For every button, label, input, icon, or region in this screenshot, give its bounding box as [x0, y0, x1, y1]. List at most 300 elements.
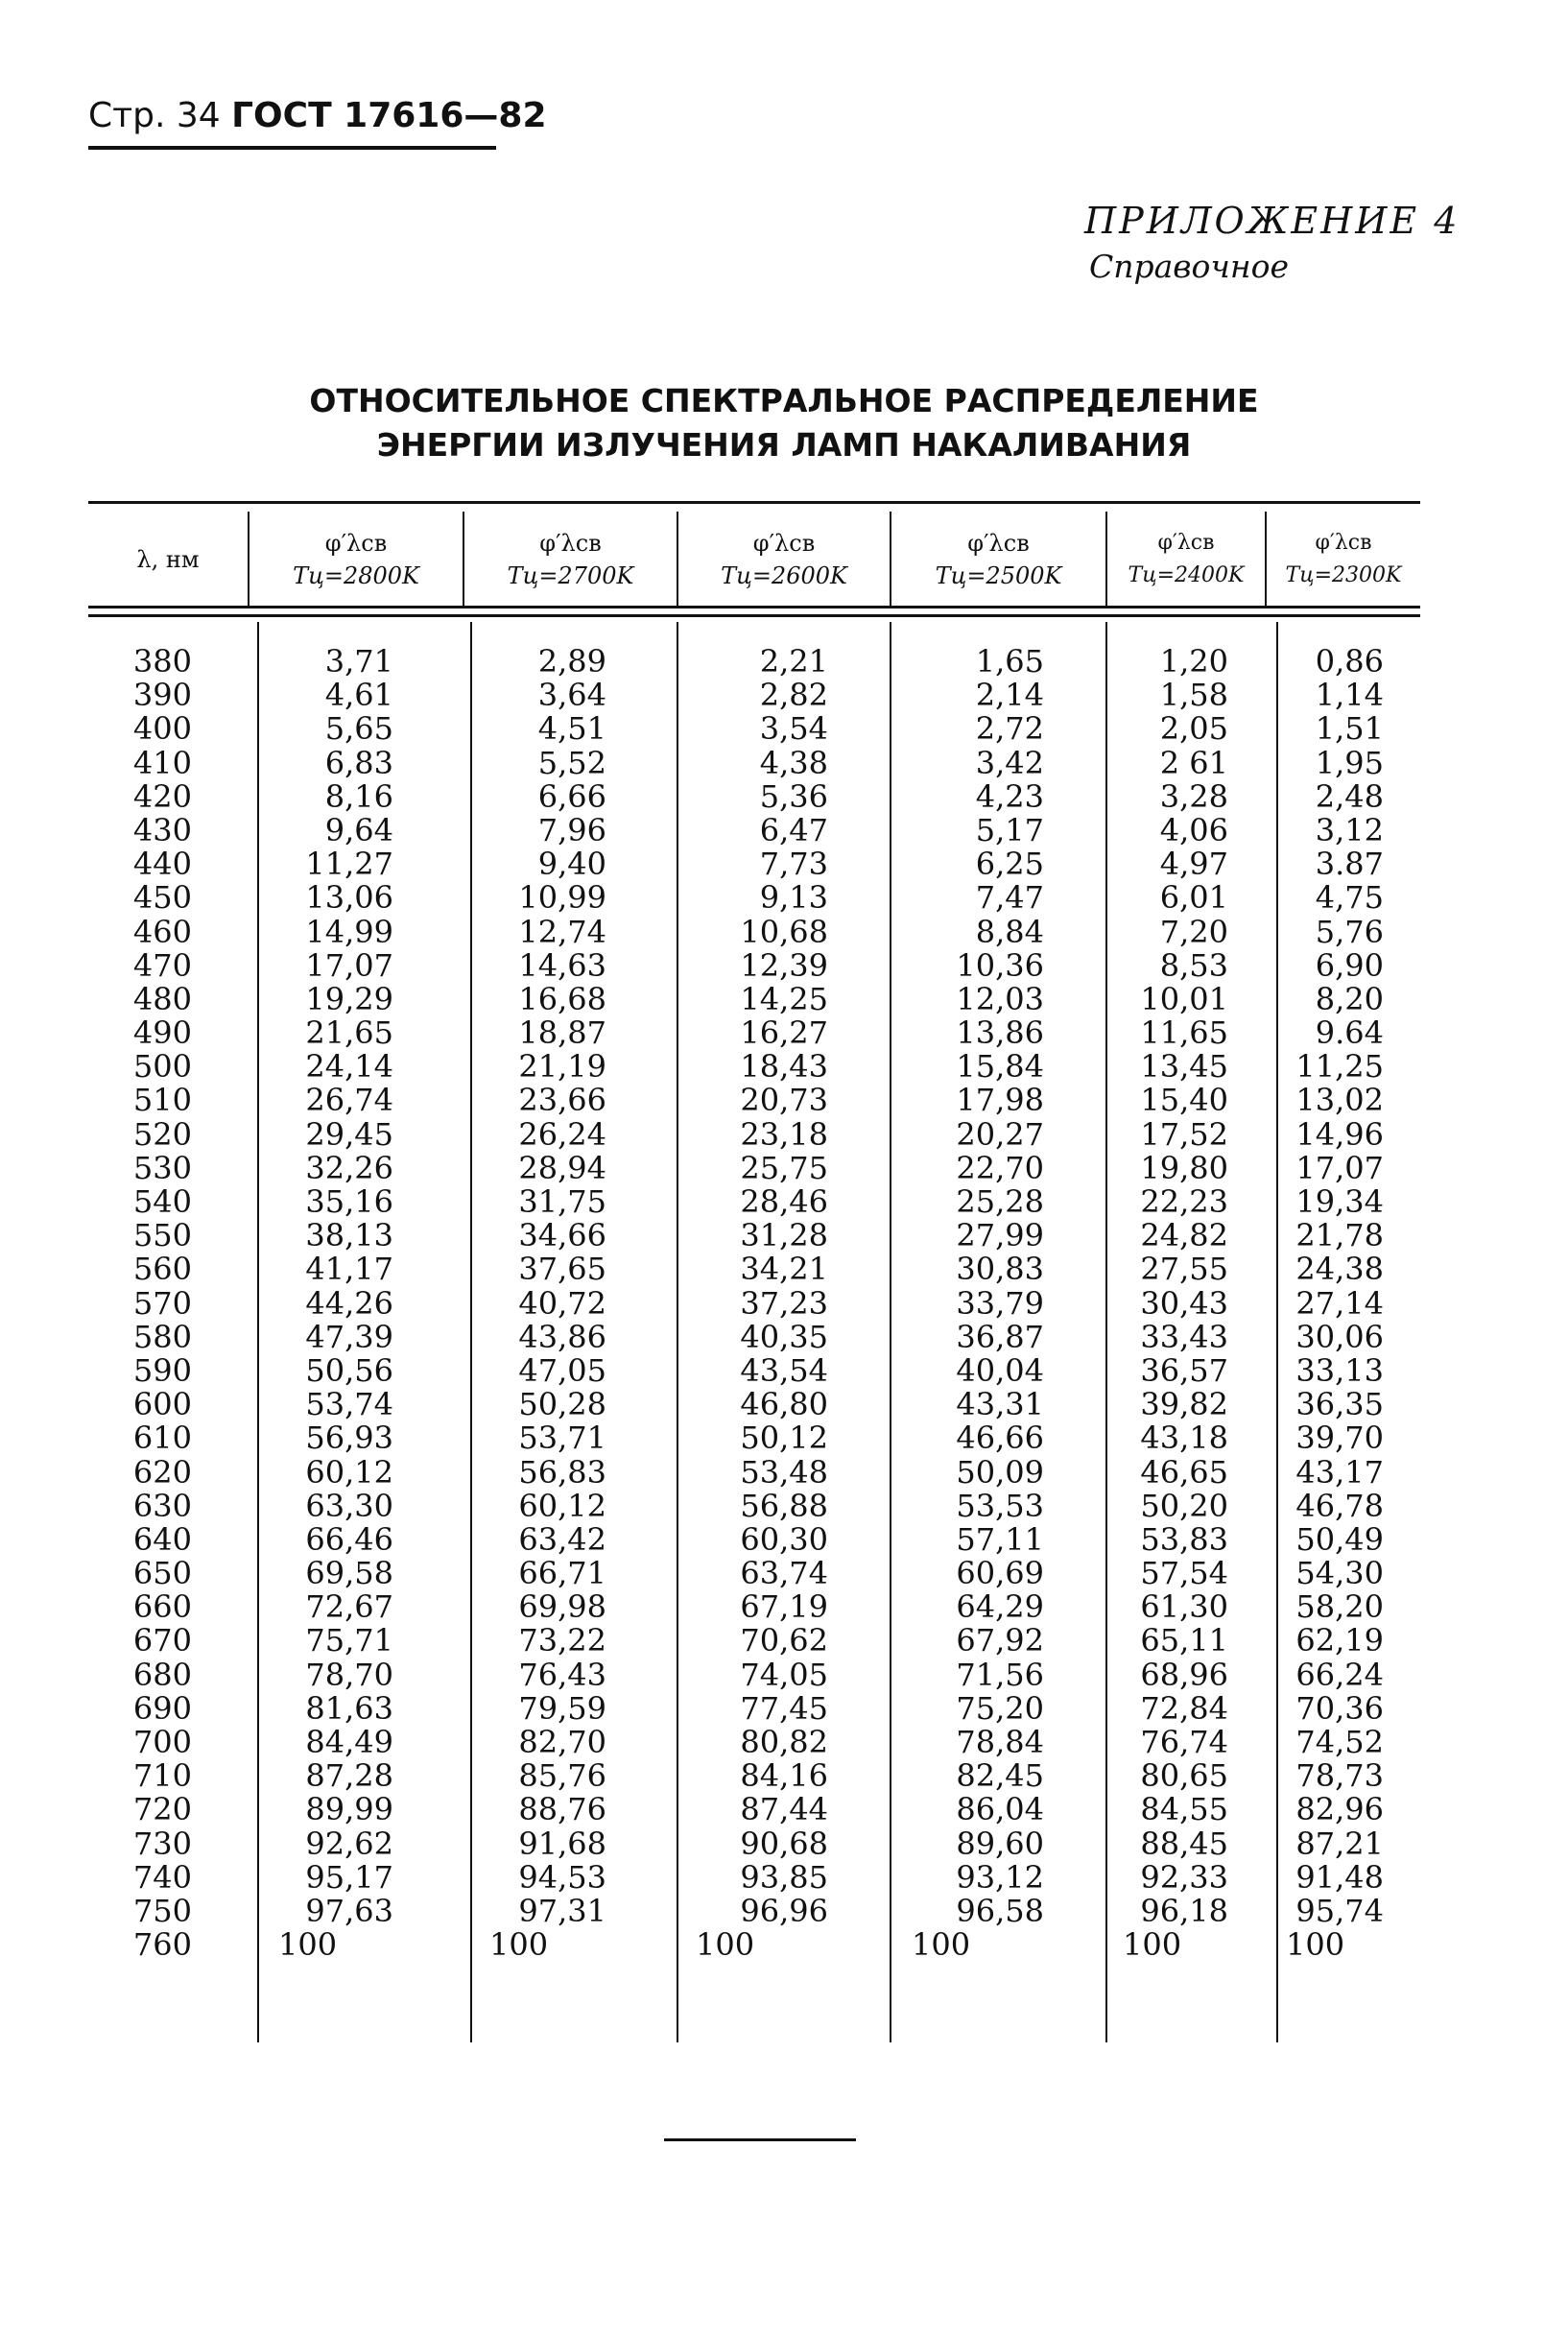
table-cell: 12,03	[956, 980, 1044, 1017]
table-cell: 44,26	[305, 1284, 393, 1322]
table-cell: 14,63	[518, 946, 606, 984]
table-cell: 47,39	[305, 1318, 393, 1355]
table-cell: 14,25	[740, 980, 828, 1017]
table-cell: 4,61	[324, 677, 393, 714]
appendix-type: Справочное	[1089, 248, 1290, 285]
table-cell: 69,98	[518, 1588, 606, 1626]
table-cell: 2,05	[1159, 710, 1228, 748]
table-cell: 66,24	[1295, 1656, 1384, 1693]
table-cell: 29,45	[305, 1115, 393, 1153]
table-cell: 8,53	[1159, 946, 1228, 984]
table-cell: 450	[132, 879, 192, 917]
table-cell: 3,12	[1315, 811, 1384, 848]
table-title-line-2: ЭНЕРГИИ ИЗЛУЧЕНИЯ ЛАМП НАКАЛИВАНИЯ	[376, 426, 1192, 464]
table-cell: 36,35	[1295, 1386, 1384, 1423]
table-cell: 27,14	[1295, 1284, 1384, 1322]
table-cell: 11,65	[1140, 1014, 1228, 1052]
table-cell: 36,87	[956, 1318, 1044, 1355]
table-cell: 12,39	[740, 946, 828, 984]
table-cell: 53,71	[518, 1420, 606, 1457]
table-cell: 19,80	[1140, 1149, 1228, 1186]
table-cell: 50,09	[956, 1453, 1044, 1491]
table-cell: 70,62	[740, 1622, 828, 1659]
table-cell: 1,95	[1315, 744, 1384, 781]
header-column-2400	[1107, 516, 1265, 603]
table-cell: 4,23	[975, 777, 1044, 815]
table-cell: 60,69	[956, 1555, 1044, 1592]
table-cell: 96,18	[1140, 1892, 1228, 1929]
table-cell: 82,45	[956, 1757, 1044, 1795]
column-temperature: Tц=2400K	[1128, 563, 1245, 587]
values-column-2600	[696, 645, 828, 1962]
column-divider	[470, 622, 472, 2042]
table-cell: 87,28	[305, 1757, 393, 1795]
table-cell: 10,36	[956, 946, 1044, 984]
table-cell: 19,29	[305, 980, 393, 1017]
table-cell: 6,83	[324, 744, 393, 781]
column-temperature: Tц=2800K	[293, 562, 419, 589]
table-cell: 650	[132, 1555, 192, 1592]
table-cell: 380	[132, 643, 192, 680]
table-cell: 72,67	[305, 1588, 393, 1626]
table-cell: 13,02	[1295, 1082, 1384, 1119]
values-column-2700	[489, 645, 606, 1962]
table-cell: 69,58	[305, 1555, 393, 1592]
table-cell: 96,96	[740, 1892, 828, 1929]
table-cell: 9,64	[324, 811, 393, 848]
table-cell: 690	[132, 1689, 192, 1727]
table-cell: 540	[132, 1183, 192, 1220]
table-cell: 82,70	[518, 1724, 606, 1760]
table-cell: 34,21	[740, 1251, 828, 1288]
table-cell: 57,54	[1140, 1555, 1228, 1592]
table-cell: 560	[132, 1251, 192, 1288]
table-cell: 60,30	[740, 1520, 828, 1558]
table-cell: 490	[132, 1014, 192, 1052]
table-cell: 1,14	[1315, 677, 1384, 714]
table-cell: 80,82	[740, 1724, 828, 1760]
table-cell: 81,63	[305, 1689, 393, 1727]
table-cell: 6,90	[1315, 946, 1384, 984]
table-cell: 53,53	[956, 1487, 1044, 1524]
table-cell: 57,11	[956, 1520, 1044, 1558]
table-cell: 76,43	[518, 1656, 606, 1693]
table-cell: 15,40	[1140, 1082, 1228, 1119]
table-cell: 38,13	[305, 1217, 393, 1254]
table-cell: 510	[132, 1082, 192, 1119]
table-cell: 39,70	[1295, 1420, 1384, 1457]
table-cell: 21,65	[305, 1014, 393, 1052]
table-cell: 580	[132, 1318, 192, 1355]
values-column-2500	[912, 645, 1044, 1962]
table-cell: 3,71	[324, 643, 393, 680]
table-cell: 27,99	[956, 1217, 1044, 1254]
table-cell: 11,25	[1295, 1048, 1384, 1086]
table-cell: 1,51	[1315, 710, 1384, 748]
table-cell: 80,65	[1140, 1757, 1228, 1795]
table-cell: 7,96	[537, 811, 606, 848]
table-cell: 100	[278, 1926, 338, 1964]
table-cell: 16,27	[740, 1014, 828, 1052]
page-number: Стр. 34	[88, 96, 221, 135]
table-cell: 91,68	[518, 1825, 606, 1862]
column-divider	[677, 622, 678, 2042]
table-cell: 87,44	[740, 1791, 828, 1828]
table-cell: 400	[132, 710, 192, 748]
table-cell: 100	[912, 1926, 971, 1964]
table-cell: 33,79	[956, 1284, 1044, 1322]
table-cell: 610	[132, 1420, 192, 1457]
table-cell: 750	[132, 1892, 192, 1929]
table-cell: 84,49	[305, 1724, 393, 1760]
header-rule-lower	[88, 614, 1420, 617]
appendix-label: ПРИЛОЖЕНИЕ 4	[1084, 200, 1461, 242]
table-cell: 21,78	[1295, 1217, 1384, 1254]
table-cell: 1,58	[1159, 677, 1228, 714]
table-cell: 8,84	[975, 913, 1044, 950]
table-cell: 460	[132, 913, 192, 950]
table-cell: 40,04	[956, 1351, 1044, 1389]
table-cell: 2 61	[1159, 744, 1228, 781]
table-cell: 480	[132, 980, 192, 1017]
table-cell: 32,26	[305, 1149, 393, 1186]
table-cell: 16,68	[518, 980, 606, 1017]
column-temperature: Tц=2600K	[721, 562, 847, 589]
table-cell: 96,58	[956, 1892, 1044, 1929]
table-cell: 6,66	[537, 777, 606, 815]
table-cell: 440	[132, 846, 192, 883]
table-cell: 7,73	[759, 846, 828, 883]
wavelength-column	[96, 645, 192, 1962]
table-cell: 2,21	[759, 643, 828, 680]
column-symbol: φ′λсв	[967, 530, 1030, 557]
table-cell: 5,36	[759, 777, 828, 815]
table-cell: 87,21	[1295, 1825, 1384, 1862]
table-cell: 730	[132, 1825, 192, 1862]
table-cell: 53,83	[1140, 1520, 1228, 1558]
values-column-2300	[1286, 645, 1384, 1962]
table-cell: 670	[132, 1622, 192, 1659]
table-cell: 74,52	[1295, 1724, 1384, 1760]
table-cell: 63,30	[305, 1487, 393, 1524]
table-cell: 92,33	[1140, 1858, 1228, 1896]
table-cell: 5,52	[537, 744, 606, 781]
table-cell: 18,87	[518, 1014, 606, 1052]
table-cell: 24,82	[1140, 1217, 1228, 1254]
header-column-2300	[1267, 516, 1420, 603]
table-cell: 43,17	[1295, 1453, 1384, 1491]
table-cell: 23,66	[518, 1082, 606, 1119]
table-cell: 5,76	[1315, 913, 1384, 950]
table-cell: 68,96	[1140, 1656, 1228, 1693]
table-cell: 92,62	[305, 1825, 393, 1862]
table-cell: 4,97	[1159, 846, 1228, 883]
table-cell: 43,54	[740, 1351, 828, 1389]
table-cell: 66,46	[305, 1520, 393, 1558]
table-cell: 73,22	[518, 1622, 606, 1659]
table-cell: 60,12	[305, 1453, 393, 1491]
table-cell: 7,47	[975, 879, 1044, 917]
table-cell: 24,14	[305, 1048, 393, 1086]
table-cell: 4,38	[759, 744, 828, 781]
table-cell: 26,24	[518, 1115, 606, 1153]
standard-number: ГОСТ 17616—82	[231, 96, 547, 135]
table-cell: 70,36	[1295, 1689, 1384, 1727]
table-cell: 63,74	[740, 1555, 828, 1592]
table-cell: 21,19	[518, 1048, 606, 1086]
table-cell: 100	[696, 1926, 755, 1964]
table-cell: 37,23	[740, 1284, 828, 1322]
table-cell: 43,18	[1140, 1420, 1228, 1457]
header-column-2600	[678, 516, 890, 603]
table-cell: 33,43	[1140, 1318, 1228, 1355]
table-cell: 74,05	[740, 1656, 828, 1693]
table-cell: 550	[132, 1217, 192, 1254]
column-temperature: Tц=2500K	[935, 562, 1062, 589]
header-wavelength: λ, нм	[136, 546, 200, 573]
table-cell: 0,86	[1315, 643, 1384, 680]
table-cell: 15,84	[956, 1048, 1044, 1086]
table-cell: 89,99	[305, 1791, 393, 1828]
table-cell: 420	[132, 777, 192, 815]
table-cell: 43,31	[956, 1386, 1044, 1423]
table-cell: 590	[132, 1351, 192, 1389]
table-cell: 13,06	[305, 879, 393, 917]
header-column-2800	[249, 516, 463, 603]
table-cell: 95,17	[305, 1858, 393, 1896]
table-cell: 86,04	[956, 1791, 1044, 1828]
table-cell: 19,34	[1295, 1183, 1384, 1220]
table-cell: 620	[132, 1453, 192, 1491]
column-symbol: φ′λсв	[324, 530, 388, 557]
table-cell: 46,66	[956, 1420, 1044, 1457]
table-cell: 93,85	[740, 1858, 828, 1896]
table-cell: 1,20	[1159, 643, 1228, 680]
table-cell: 8,20	[1315, 980, 1384, 1017]
table-cell: 9,13	[759, 879, 828, 917]
table-cell: 64,29	[956, 1588, 1044, 1626]
table-cell: 17,07	[305, 946, 393, 984]
column-divider	[890, 622, 891, 2042]
header-rule-upper	[88, 606, 1420, 609]
page-header	[88, 96, 547, 135]
table-cell: 91,48	[1295, 1858, 1384, 1896]
table-cell: 390	[132, 677, 192, 714]
table-cell: 56,93	[305, 1420, 393, 1457]
table-cell: 17,52	[1140, 1115, 1228, 1153]
table-cell: 40,35	[740, 1318, 828, 1355]
table-cell: 34,66	[518, 1217, 606, 1254]
table-cell: 67,19	[740, 1588, 828, 1626]
table-cell: 22,70	[956, 1149, 1044, 1186]
table-cell: 94,53	[518, 1858, 606, 1896]
table-cell: 24,38	[1295, 1251, 1384, 1288]
table-cell: 2,72	[975, 710, 1044, 748]
table-cell: 8,16	[324, 777, 393, 815]
table-cell: 93,12	[956, 1858, 1044, 1896]
table-cell: 84,55	[1140, 1791, 1228, 1828]
table-cell: 5,17	[975, 811, 1044, 848]
table-cell: 79,59	[518, 1689, 606, 1727]
table-cell: 84,16	[740, 1757, 828, 1795]
table-cell: 13,86	[956, 1014, 1044, 1052]
table-cell: 77,45	[740, 1689, 828, 1727]
table-cell: 700	[132, 1724, 192, 1760]
table-cell: 530	[132, 1149, 192, 1186]
table-cell: 570	[132, 1284, 192, 1322]
table-cell: 65,11	[1140, 1622, 1228, 1659]
table-cell: 50,20	[1140, 1487, 1228, 1524]
header-rule	[88, 146, 496, 150]
table-cell: 75,20	[956, 1689, 1044, 1727]
table-cell: 600	[132, 1386, 192, 1423]
table-cell: 20,27	[956, 1115, 1044, 1153]
column-divider	[1105, 622, 1107, 2042]
table-cell: 50,12	[740, 1420, 828, 1457]
table-cell: 33,13	[1295, 1351, 1384, 1389]
table-cell: 60,12	[518, 1487, 606, 1524]
table-cell: 6,25	[975, 846, 1044, 883]
table-cell: 630	[132, 1487, 192, 1524]
column-symbol: φ′λсв	[1157, 531, 1215, 555]
table-cell: 3,42	[975, 744, 1044, 781]
table-cell: 23,18	[740, 1115, 828, 1153]
table-cell: 4,06	[1159, 811, 1228, 848]
table-cell: 88,45	[1140, 1825, 1228, 1862]
table-cell: 100	[489, 1926, 549, 1964]
table-cell: 46,65	[1140, 1453, 1228, 1491]
column-symbol: φ′λсв	[1315, 531, 1372, 555]
table-cell: 90,68	[740, 1825, 828, 1862]
table-cell: 53,74	[305, 1386, 393, 1423]
column-symbol: φ′λсв	[752, 530, 816, 557]
table-cell: 5,65	[324, 710, 393, 748]
table-cell: 18,43	[740, 1048, 828, 1086]
table-cell: 760	[132, 1926, 192, 1964]
table-cell: 66,71	[518, 1555, 606, 1592]
table-cell: 520	[132, 1115, 192, 1153]
table-cell: 470	[132, 946, 192, 984]
table-cell: 10,99	[518, 879, 606, 917]
table-cell: 37,65	[518, 1251, 606, 1288]
table-cell: 2,48	[1315, 777, 1384, 815]
table-cell: 720	[132, 1791, 192, 1828]
table-cell: 3.87	[1315, 846, 1384, 883]
table-cell: 43,86	[518, 1318, 606, 1355]
table-cell: 63,42	[518, 1520, 606, 1558]
table-cell: 30,43	[1140, 1284, 1228, 1322]
header-column-2500	[891, 516, 1105, 603]
table-cell: 85,76	[518, 1757, 606, 1795]
table-cell: 35,16	[305, 1183, 393, 1220]
table-cell: 47,05	[518, 1351, 606, 1389]
table-cell: 12,74	[518, 913, 606, 950]
table-cell: 40,72	[518, 1284, 606, 1322]
table-cell: 740	[132, 1858, 192, 1896]
table-cell: 9.64	[1315, 1014, 1384, 1052]
table-cell: 50,28	[518, 1386, 606, 1423]
column-divider	[257, 622, 259, 2042]
table-cell: 54,30	[1295, 1555, 1384, 1592]
table-cell: 95,74	[1295, 1892, 1384, 1929]
table-cell: 26,74	[305, 1082, 393, 1119]
table-cell: 14,99	[305, 913, 393, 950]
table-cell: 62,19	[1295, 1622, 1384, 1659]
column-divider	[1276, 622, 1278, 2042]
table-cell: 17,07	[1295, 1149, 1384, 1186]
table-cell: 680	[132, 1656, 192, 1693]
table-cell: 7,20	[1159, 913, 1228, 950]
table-cell: 88,76	[518, 1791, 606, 1828]
table-cell: 30,83	[956, 1251, 1044, 1288]
table-cell: 430	[132, 811, 192, 848]
table-cell: 75,71	[305, 1622, 393, 1659]
table-cell: 39,82	[1140, 1386, 1228, 1423]
table-cell: 20,73	[740, 1082, 828, 1119]
table-cell: 2,89	[537, 643, 606, 680]
table-cell: 6,01	[1159, 879, 1228, 917]
table-cell: 100	[1286, 1926, 1345, 1964]
table-cell: 11,27	[305, 846, 393, 883]
table-cell: 9,40	[537, 846, 606, 883]
column-symbol: φ′λсв	[539, 530, 602, 557]
table-cell: 82,96	[1295, 1791, 1384, 1828]
table-cell: 13,45	[1140, 1048, 1228, 1086]
table-cell: 78,84	[956, 1724, 1044, 1760]
table-cell: 4,51	[537, 710, 606, 748]
bottom-rule	[664, 2138, 856, 2141]
table-cell: 10,68	[740, 913, 828, 950]
table-cell: 53,48	[740, 1453, 828, 1491]
table-cell: 58,20	[1295, 1588, 1384, 1626]
column-temperature: Tц=2700K	[507, 562, 634, 589]
header-column-2700	[464, 516, 677, 603]
table-cell: 46,80	[740, 1386, 828, 1423]
table-cell: 410	[132, 744, 192, 781]
table-cell: 2,82	[759, 677, 828, 714]
values-column-2800	[278, 645, 393, 1962]
table-cell: 78,73	[1295, 1757, 1384, 1795]
table-cell: 1,65	[975, 643, 1044, 680]
table-cell: 100	[1123, 1926, 1182, 1964]
table-cell: 10,01	[1140, 980, 1228, 1017]
table-cell: 56,83	[518, 1453, 606, 1491]
table-cell: 89,60	[956, 1825, 1044, 1862]
table-cell: 71,56	[956, 1656, 1044, 1693]
table-cell: 3,64	[537, 677, 606, 714]
table-cell: 3,54	[759, 710, 828, 748]
table-top-rule	[88, 501, 1420, 504]
table-cell: 6,47	[759, 811, 828, 848]
table-cell: 50,56	[305, 1351, 393, 1389]
table-cell: 67,92	[956, 1622, 1044, 1659]
table-cell: 76,74	[1140, 1724, 1228, 1760]
table-cell: 61,30	[1140, 1588, 1228, 1626]
table-cell: 72,84	[1140, 1689, 1228, 1727]
table-cell: 78,70	[305, 1656, 393, 1693]
table-cell: 22,23	[1140, 1183, 1228, 1220]
table-cell: 27,55	[1140, 1251, 1228, 1288]
table-cell: 2,14	[975, 677, 1044, 714]
table-cell: 46,78	[1295, 1487, 1384, 1524]
table-cell: 56,88	[740, 1487, 828, 1524]
table-cell: 3,28	[1159, 777, 1228, 815]
table-cell: 41,17	[305, 1251, 393, 1288]
table-cell: 710	[132, 1757, 192, 1795]
table-cell: 4,75	[1315, 879, 1384, 917]
table-cell: 97,31	[518, 1892, 606, 1929]
values-column-2400	[1123, 645, 1228, 1962]
